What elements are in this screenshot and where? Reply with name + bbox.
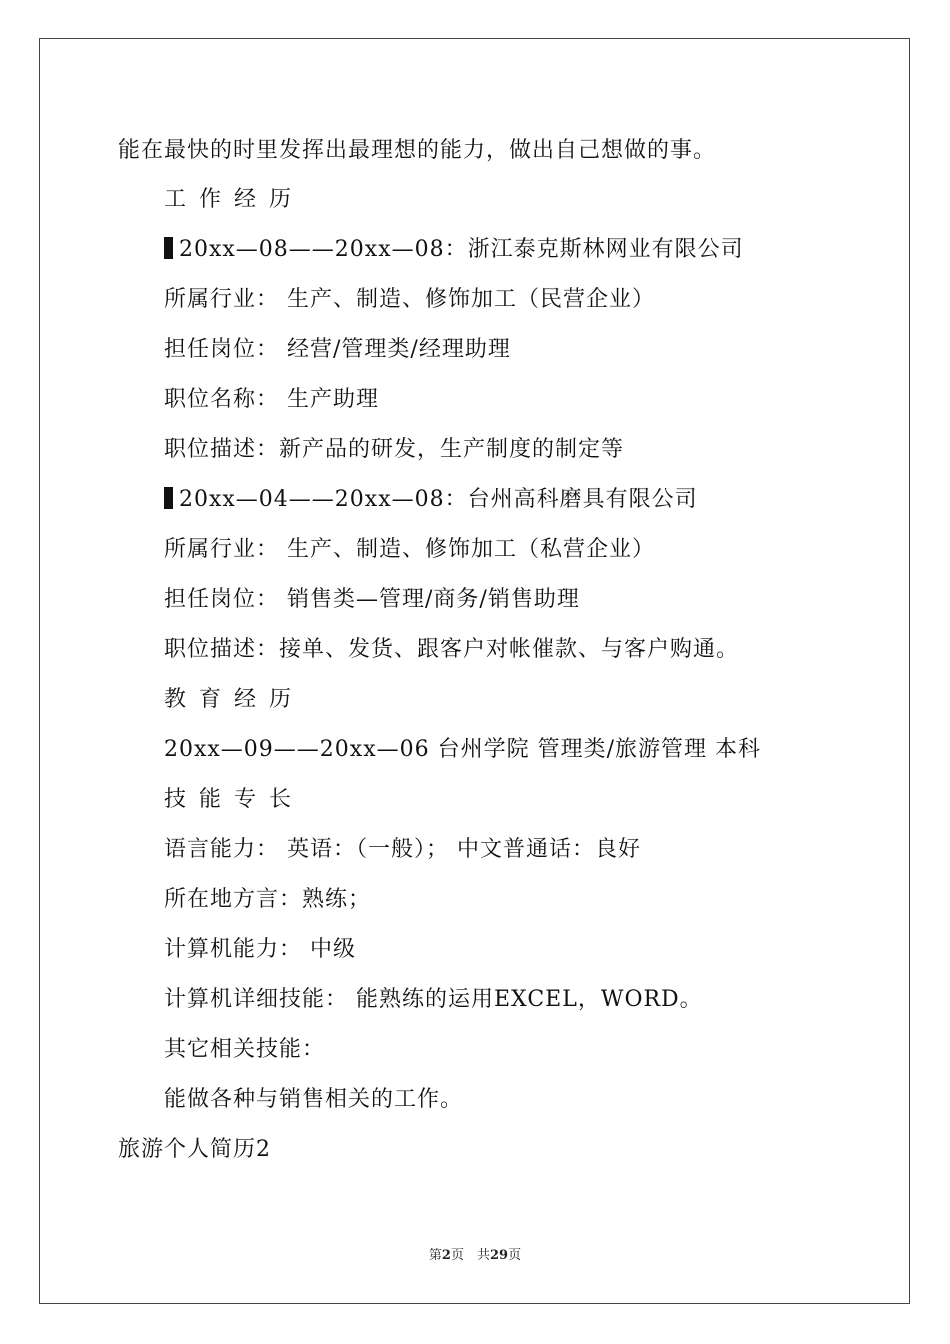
job-1-industry: 所属行业： 生产、制造、修饰加工（民营企业）	[164, 287, 655, 312]
job-1-title: 职位名称： 生产助理	[164, 387, 379, 412]
job-1-position: 担任岗位： 经营/管理类/经理助理	[164, 337, 511, 362]
bullet-marker-icon	[164, 487, 173, 509]
skill-other-detail: 能做各种与销售相关的工作。	[164, 1087, 464, 1112]
job-2-position: 担任岗位： 销售类—管理/商务/销售助理	[164, 587, 580, 612]
intro-text: 能在最快的时里发挥出最理想的能力，做出自己想做的事。	[118, 138, 717, 163]
job-1-description: 职位描述：新产品的研发，生产制度的制定等	[164, 437, 625, 462]
footer-total-pages: 29	[489, 1248, 509, 1263]
job-entry-2-title: 20xx—04——20xx—08：台州高科磨具有限公司	[179, 487, 698, 512]
skill-computer-detail: 计算机详细技能： 能熟练的运用EXCEL，WORD。	[164, 987, 703, 1012]
section-heading-work-experience: 工作经历	[164, 187, 305, 212]
section-heading-education: 教育经历	[164, 687, 305, 712]
skill-other-heading: 其它相关技能：	[164, 1037, 326, 1062]
job-entry-1-title: 20xx—08——20xx—08：浙江泰克斯林网业有限公司	[179, 237, 744, 262]
section-heading-skills: 技能专长	[164, 787, 305, 812]
job-2-description: 职位描述：接单、发货、跟客户对帐催款、与客户购通。	[164, 637, 740, 662]
footer-prefix: 第	[428, 1248, 442, 1263]
job-2-industry: 所属行业： 生产、制造、修饰加工（私营企业）	[164, 537, 655, 562]
bullet-marker-icon	[164, 237, 173, 259]
next-resume-title: 旅游个人简历2	[118, 1137, 271, 1162]
job-entry-2-header	[164, 485, 698, 515]
education-entry: 20xx—09——20xx—06 台州学院 管理类/旅游管理 本科	[164, 737, 761, 762]
skill-computer-level: 计算机能力： 中级	[164, 937, 356, 962]
footer-page-number: 2	[441, 1248, 451, 1263]
skill-language: 语言能力： 英语：（一般）； 中文普通话：良好	[164, 837, 641, 862]
skill-dialect: 所在地方言：熟练；	[164, 887, 372, 912]
footer-suffix: 页	[508, 1248, 522, 1263]
page-footer	[0, 1247, 950, 1265]
footer-middle: 页 共	[450, 1248, 490, 1263]
job-entry-1-header	[164, 235, 744, 265]
